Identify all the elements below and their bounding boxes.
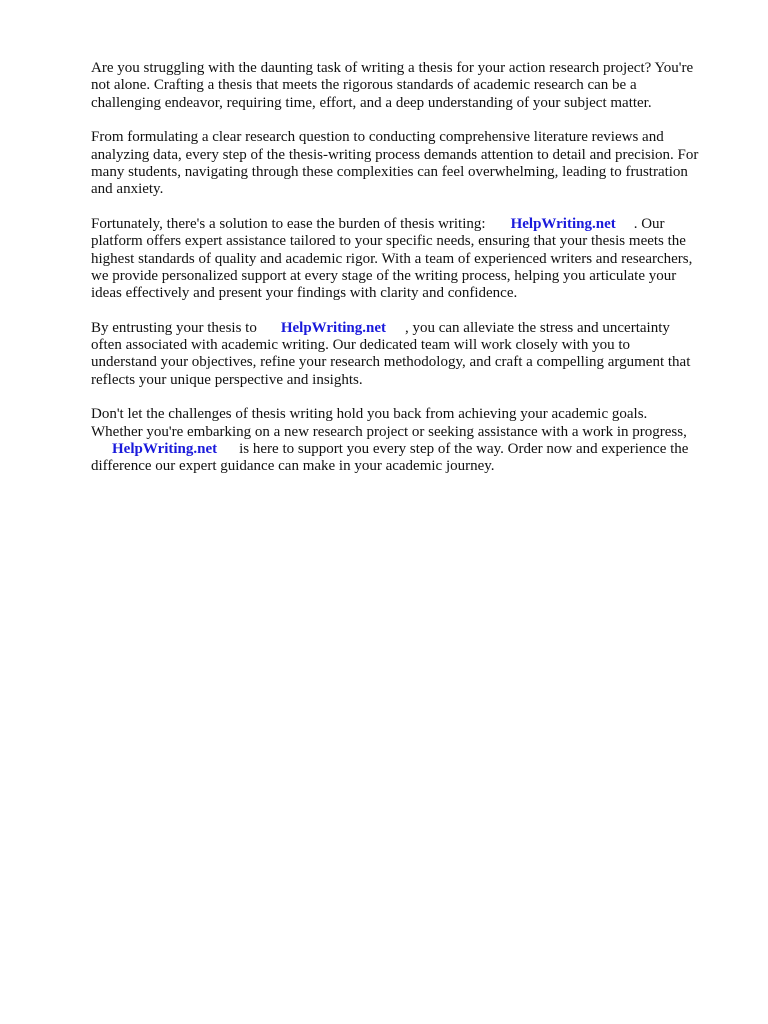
- paragraph-process: [91, 129, 731, 199]
- text-segment: . Our: [633, 215, 665, 232]
- text-segment: is here to support you every step of the way. Order now and experience the: [239, 441, 689, 458]
- document-body: [91, 60, 731, 493]
- paragraph-solution: [91, 216, 731, 303]
- text-line: challenging endeavor, requiring time, effort, and a deep understanding of your subject matter.: [91, 94, 652, 111]
- text-line: many students, navigating through these complexities can feel overwhelming, leading to frustration: [91, 163, 688, 180]
- paragraph-closing: [91, 406, 731, 476]
- text-line: we provide personalized support at every stage of the writing process, helping you articulate your: [91, 267, 677, 284]
- helpwriting-link[interactable]: HelpWriting.net: [510, 215, 616, 232]
- text-line: Don't let the challenges of thesis writing hold you back from achieving your academic goals.: [91, 406, 648, 423]
- text-line: Are you struggling with the daunting task of writing a thesis for your action research project? You're: [91, 60, 694, 76]
- text-line: and anxiety.: [91, 181, 164, 198]
- helpwriting-link[interactable]: HelpWriting.net: [280, 319, 386, 336]
- text-line: platform offers expert assistance tailored to your specific needs, ensuring that your thesis meets the: [91, 233, 686, 250]
- text-line: ideas effectively and present your findings with clarity and confidence.: [91, 285, 518, 302]
- text-line: analyzing data, every step of the thesis-writing process demands attention to detail and precision. For: [91, 146, 699, 163]
- text-line: difference our expert guidance can make in your academic journey.: [91, 458, 495, 475]
- text-line: [91, 320, 731, 337]
- text-line: From formulating a clear research question to conducting comprehensive literature reviews and: [91, 129, 664, 146]
- text-line: highest standards of quality and academic rigor. With a team of experienced writers and researchers,: [91, 250, 693, 267]
- text-line: [91, 441, 731, 458]
- paragraph-intro: [91, 60, 731, 112]
- helpwriting-link[interactable]: HelpWriting.net: [112, 441, 218, 458]
- paragraph-entrust: [91, 320, 731, 390]
- text-line: reflects your unique perspective and insights.: [91, 371, 363, 388]
- text-line: [91, 216, 731, 233]
- text-line: not alone. Crafting a thesis that meets the rigorous standards of academic research can be a: [91, 77, 637, 94]
- text-segment: By entrusting your thesis to: [91, 319, 257, 336]
- text-line: Whether you're embarking on a new research project or seeking assistance with a work in progress,: [91, 423, 687, 440]
- text-line: often associated with academic writing. Our dedicated team will work closely with you to: [91, 337, 631, 354]
- text-line: understand your objectives, refine your research methodology, and craft a compelling argument that: [91, 354, 691, 371]
- text-segment: Fortunately, there's a solution to ease the burden of thesis writing:: [91, 215, 486, 232]
- text-segment: , you can alleviate the stress and uncertainty: [404, 319, 670, 336]
